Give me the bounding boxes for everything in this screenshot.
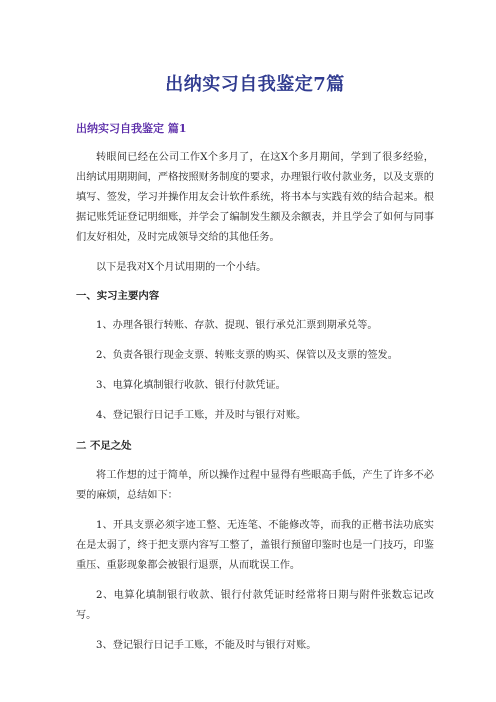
section2-heading: 二 不足之处 <box>76 440 132 452</box>
section1-item: 3、电算化填制银行收款、银行付款凭证。 <box>96 380 286 391</box>
summary-intro: 以下是我对X个月试用期的一个小结。 <box>96 262 267 273</box>
section1-heading: 一、实习主要内容 <box>76 290 160 302</box>
section2-item: 2、电算化填制银行收款、银行付款凭证时经常将日期与附件张数忘记改写。 <box>76 590 434 621</box>
section2-intro: 将工作想的过于简单，所以操作过程中显得有些眼高手低，产生了许多不必要的麻烦，总结如下： <box>76 470 434 501</box>
section2-item: 1、开具支票必须字迹工整、无连笔、不能修改等，而我的正楷书法功底实在是太弱了，终于把支票内容写工整了，盖银行预留印鉴时也是一门技巧，印鉴重压、重影现象都会被银行退票，从而耽误工作。 <box>76 520 434 571</box>
section1-item: 1、办理各银行转账、存款、提现、银行承兑汇票到期承兑等。 <box>96 320 378 331</box>
section1-item: 4、登记银行日记手工账，并及时与银行对账。 <box>96 410 307 421</box>
document-title: 出纳实习自我鉴定7篇 <box>165 74 345 95</box>
intro-paragraph: 转眼间已经在公司工作X个多月了，在这X个多月期间，学到了很多经验，出纳试用期期间，严格按照财务制度的要求，办理银行收付款业务，以及支票的填写、签发，学习并操作用友会计软件系统，将书本与实践有效的结合起来。根据记账凭证登记明细账，并学会了编制发生额及余额表，并且学会了如何与同事们友好相处，及时完成领导交给的其他任务。 <box>76 152 434 243</box>
section-title: 出纳实习自我鉴定 篇1 <box>76 122 187 135</box>
section1-item: 2、负责各银行现金支票、转账支票的购买、保管以及支票的签发。 <box>96 350 398 361</box>
section2-item: 3、登记银行日记手工账，不能及时与银行对账。 <box>96 640 317 651</box>
